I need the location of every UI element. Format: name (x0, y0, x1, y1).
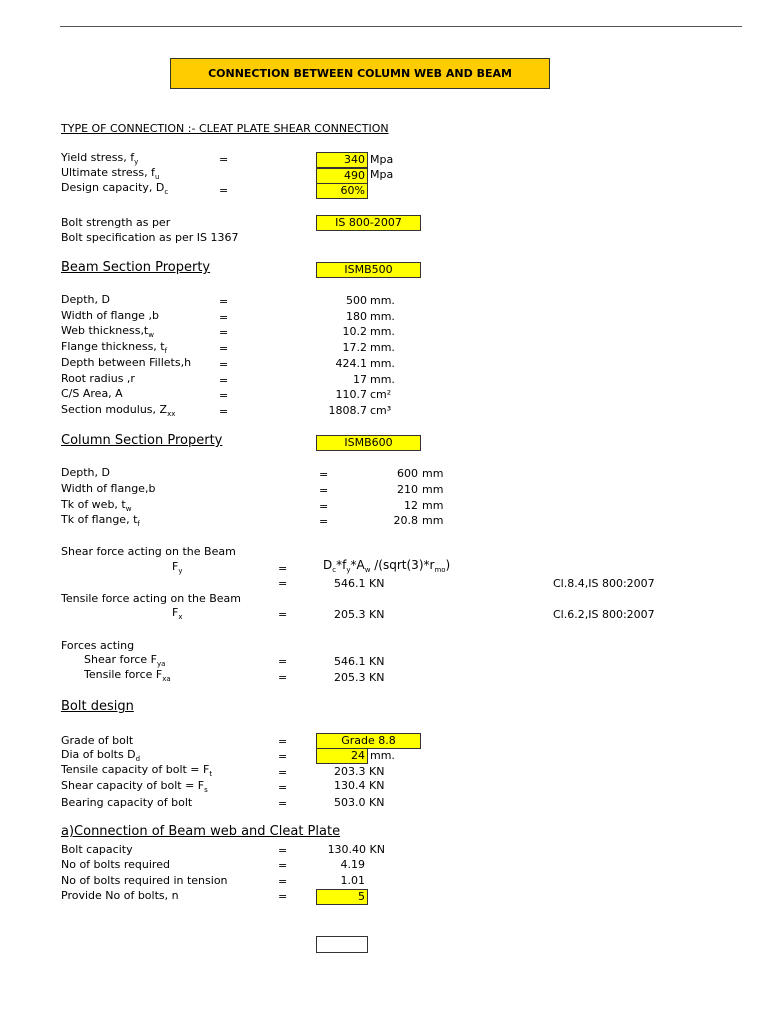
bolts-required-label: No of bolts required (61, 858, 170, 871)
beam-row-unit: mm. (370, 310, 395, 323)
bolts-tension-value: 1.01 (340, 874, 365, 887)
shear-force-acting-label: Shear force $F_{ya}$ (84, 653, 166, 668)
provide-bolts-input[interactable]: 5 (316, 889, 368, 905)
shear-capacity-label: Shear capacity of bolt = $F_s$ (61, 779, 208, 794)
beam-row-unit: mm. (370, 325, 395, 338)
shear-clause: Cl.8.4,IS 800:2007 (553, 577, 655, 590)
column-row-label: Width of flange,b (61, 482, 156, 495)
forces-acting-label: Forces acting (61, 639, 135, 652)
equals-sign: = (219, 153, 229, 166)
beam-row-label: Root radius ,r (61, 372, 135, 385)
beam-row-value: 500 (346, 294, 367, 307)
bolt-capacity-value: 130.40 KN (327, 843, 385, 856)
equals-sign: = (319, 468, 329, 481)
beam-row-label: Flange thickness, $t_f$ (61, 340, 168, 355)
equals-sign: = (278, 875, 288, 888)
beam-row-unit: mm. (370, 294, 395, 307)
top-rule (60, 26, 742, 27)
equals-sign: = (319, 484, 329, 497)
beam-section-input[interactable]: ISMB500 (316, 262, 421, 278)
beam-row-value: 17.2 (342, 341, 367, 354)
beam-row-value: 17 (353, 373, 367, 386)
column-row-value: 12 (404, 499, 418, 512)
tensile-capacity-label: Tensile capacity of bolt = $F_t$ (61, 763, 213, 778)
grade-label: Grade of bolt (61, 734, 134, 747)
beam-row-label: C/S Area, A (61, 387, 123, 400)
beam-row-unit: cm² (370, 388, 392, 401)
connection-a-heading: a)Connection of Beam web and Cleat Plate (61, 824, 341, 839)
dia-label: Dia of bolts $D_d$ (61, 748, 141, 763)
equals-sign: = (219, 342, 229, 355)
equals-sign: = (278, 671, 288, 684)
equals-sign: = (278, 735, 288, 748)
tensile-force-acting-label: Tensile force $F_{xa}$ (84, 668, 171, 683)
shear-force-value: 546.1 KN (334, 577, 385, 590)
beam-row-value: 110.7 (335, 388, 367, 401)
equals-sign: = (278, 577, 288, 590)
equals-sign: = (219, 374, 229, 387)
design-capacity-label: Design capacity, $D_c$ (61, 181, 169, 196)
fy-label: $F_y$ (172, 560, 183, 575)
ultimate-input[interactable]: 490 (316, 168, 368, 184)
equals-sign: = (278, 844, 288, 857)
tensile-clause: Cl.6.2,IS 800:2007 (553, 608, 655, 621)
beam-row-value: 424.1 (335, 357, 367, 370)
column-row-value: 20.8 (393, 514, 418, 527)
column-row-value: 600 (397, 467, 418, 480)
shear-force-heading: Shear force acting on the Beam (61, 545, 236, 558)
yield-input[interactable]: 340 (316, 152, 368, 168)
equals-sign: = (219, 311, 229, 324)
bolt-spec-label: Bolt specification as per IS 1367 (61, 231, 239, 244)
beam-row-label: Depth, D (61, 293, 110, 306)
beam-row-unit: cm³ (370, 404, 392, 417)
column-row-unit: mm (422, 483, 444, 496)
beam-row-label: Depth between Fillets,h (61, 356, 192, 369)
design-capacity-input[interactable]: 60% (316, 183, 368, 199)
equals-sign: = (278, 797, 288, 810)
dia-input[interactable]: 24 (316, 748, 368, 764)
beam-row-value: 180 (346, 310, 367, 323)
equals-sign: = (278, 562, 288, 575)
yield-label: Yield stress, $f_y$ (61, 151, 139, 166)
bolt-strength-label: Bolt strength as per (61, 216, 171, 229)
beam-row-label: Section modulus, $Z_{xx}$ (61, 403, 176, 418)
beam-row-unit: mm. (370, 357, 395, 370)
shear-force-acting-value: 546.1 KN (334, 655, 385, 668)
empty-input-cell[interactable] (316, 936, 368, 953)
column-row-unit: mm (422, 499, 444, 512)
yield-unit: Mpa (370, 153, 394, 166)
equals-sign: = (219, 326, 229, 339)
equals-sign: = (319, 515, 329, 528)
column-row-unit: mm (422, 467, 444, 480)
beam-row-value: 1808.7 (328, 404, 367, 417)
equals-sign: = (278, 766, 288, 779)
equals-sign: = (219, 405, 229, 418)
beam-section-heading: Beam Section Property (61, 260, 211, 275)
beam-row-value: 10.2 (342, 325, 367, 338)
shear-formula: $D_c*f_y*A_w$ $/(sqrt(3)*r_{mo})$ (323, 558, 451, 574)
tensile-force-value: 205.3 KN (334, 608, 385, 621)
equals-sign: = (319, 500, 329, 513)
tensile-force-heading: Tensile force acting on the Beam (61, 592, 242, 605)
bolts-tension-label: No of bolts required in tension (61, 874, 228, 887)
equals-sign: = (219, 389, 229, 402)
beam-row-unit: mm. (370, 373, 395, 386)
beam-row-label: Width of flange ,b (61, 309, 159, 322)
page-title: CONNECTION BETWEEN COLUMN WEB AND BEAM (170, 58, 550, 89)
equals-sign: = (219, 358, 229, 371)
ultimate-unit: Mpa (370, 168, 394, 181)
tensile-capacity-value: 203.3 KN (334, 765, 385, 778)
equals-sign: = (278, 859, 288, 872)
column-row-label: Depth, D (61, 466, 110, 479)
equals-sign: = (278, 890, 288, 903)
bearing-capacity-label: Bearing capacity of bolt (61, 796, 193, 809)
equals-sign: = (219, 184, 229, 197)
bolt-capacity-label: Bolt capacity (61, 843, 133, 856)
column-section-heading: Column Section Property (61, 433, 223, 448)
column-row-label: Tk of web, $t_w$ (61, 498, 132, 513)
equals-sign: = (278, 781, 288, 794)
column-section-input[interactable]: ISMB600 (316, 435, 421, 451)
fx-label: $F_x$ (172, 606, 183, 621)
equals-sign: = (278, 608, 288, 621)
equals-sign: = (278, 655, 288, 668)
grade-input[interactable]: Grade 8.8 (316, 733, 421, 749)
beam-row-label: Web $thickness,t_w$ (61, 324, 154, 339)
beam-row-unit: mm. (370, 341, 395, 354)
bolts-required-value: 4.19 (340, 858, 365, 871)
shear-capacity-value: 130.4 KN (334, 779, 385, 792)
connection-type: TYPE OF CONNECTION :- CLEAT PLATE SHEAR CONNECTION (61, 122, 389, 135)
column-row-unit: mm (422, 514, 444, 527)
tensile-force-acting-value: 205.3 KN (334, 671, 385, 684)
bearing-capacity-value: 503.0 KN (334, 796, 385, 809)
bolt-strength-input[interactable]: IS 800-2007 (316, 215, 421, 231)
equals-sign: = (278, 750, 288, 763)
dia-unit: mm. (370, 749, 395, 762)
column-row-value: 210 (397, 483, 418, 496)
ultimate-label: Ultimate stress, $f_u$ (61, 166, 160, 181)
bolt-design-heading: Bolt design (61, 699, 134, 714)
column-row-label: Tk of flange, $t_f$ (61, 513, 140, 528)
provide-bolts-label: Provide No of bolts, n (61, 889, 179, 902)
equals-sign: = (219, 295, 229, 308)
